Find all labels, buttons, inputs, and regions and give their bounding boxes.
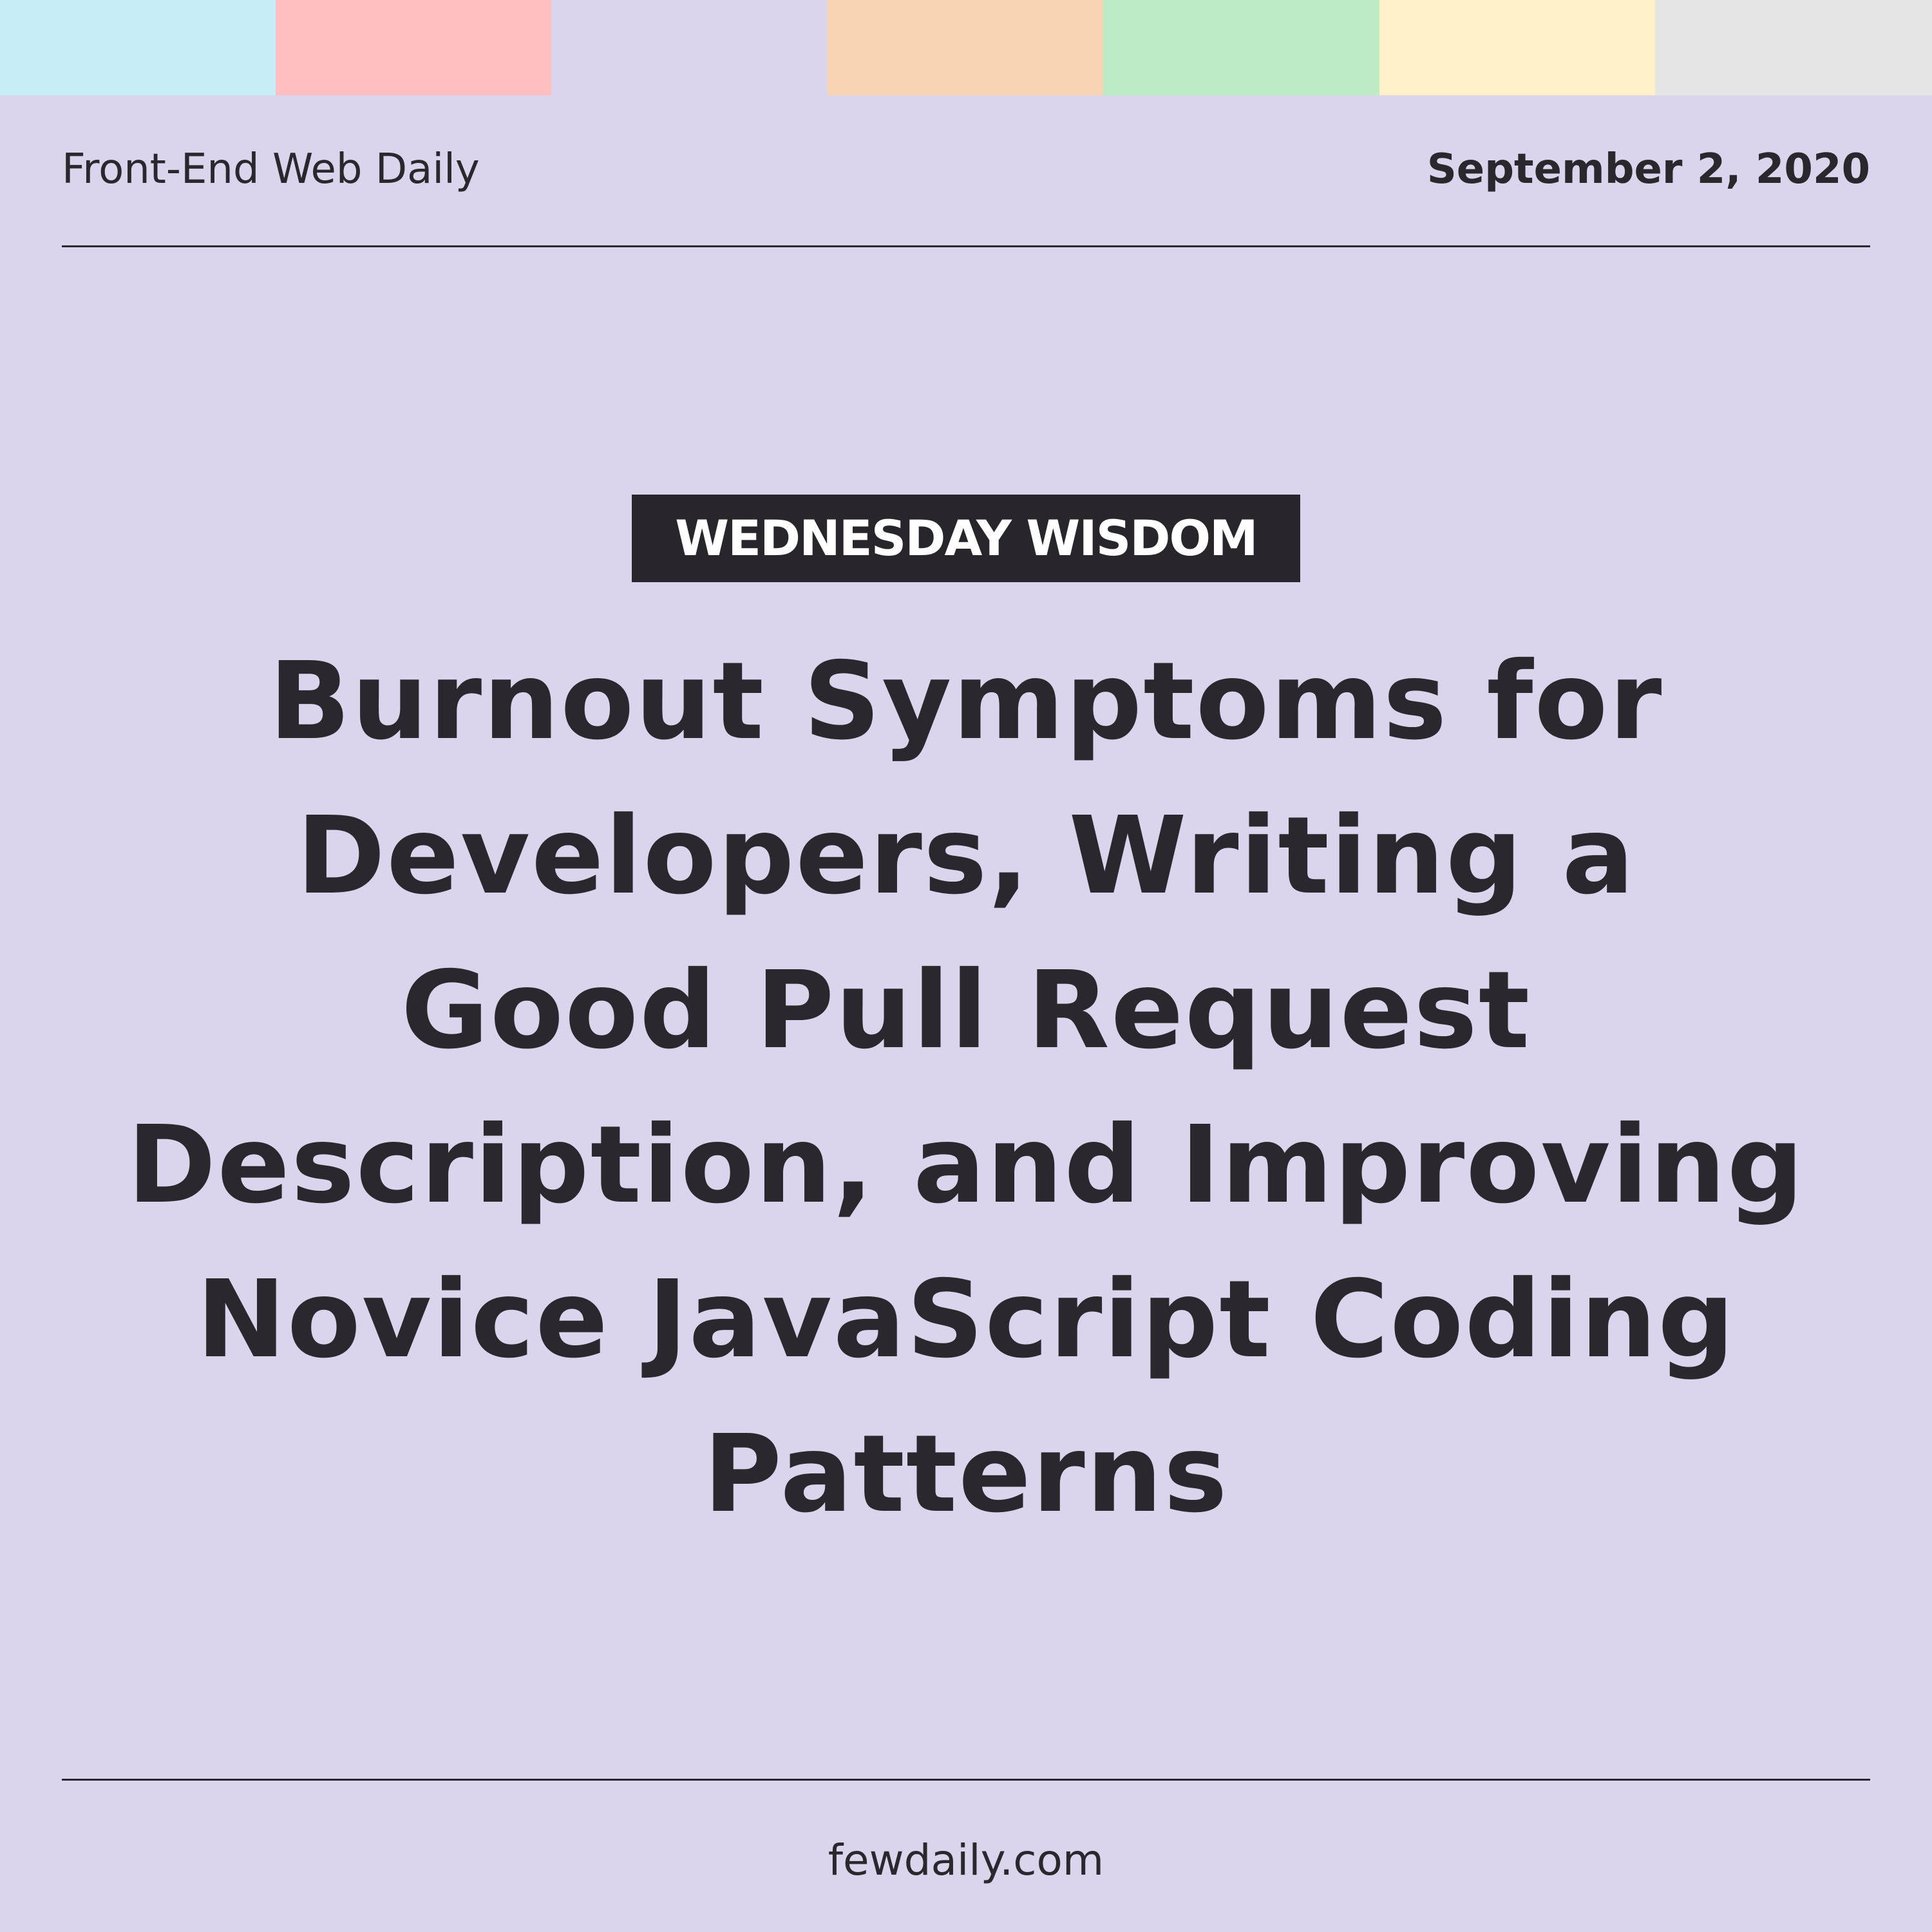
color-swatch: [828, 0, 1103, 95]
color-swatch: [1103, 0, 1379, 95]
publication-name: Front-End Web Daily: [62, 146, 480, 193]
headline-line: Developers, Writing a: [296, 794, 1636, 918]
color-swatch: [276, 0, 551, 95]
headline-line: Good Pull Request: [401, 949, 1531, 1073]
footer-divider: [62, 1779, 1870, 1781]
site-url: fewdaily.com: [828, 1835, 1104, 1885]
color-swatch: [1655, 0, 1932, 95]
headline-line: Novice JavaScript Coding: [196, 1258, 1736, 1382]
color-strip: [0, 0, 1932, 95]
header-divider: [62, 245, 1870, 247]
headline-line: Patterns: [703, 1412, 1229, 1537]
publication-date: September 2, 2020: [1426, 146, 1870, 193]
headline: [97, 625, 1835, 1552]
headline-line: Description, and Improving: [127, 1103, 1805, 1227]
headline-line: Burnout Symptoms for: [269, 639, 1663, 764]
color-swatch: [1379, 0, 1655, 95]
color-swatch: [551, 0, 828, 95]
color-swatch: [0, 0, 276, 95]
category-badge: WEDNESDAY WISDOM: [632, 495, 1300, 582]
